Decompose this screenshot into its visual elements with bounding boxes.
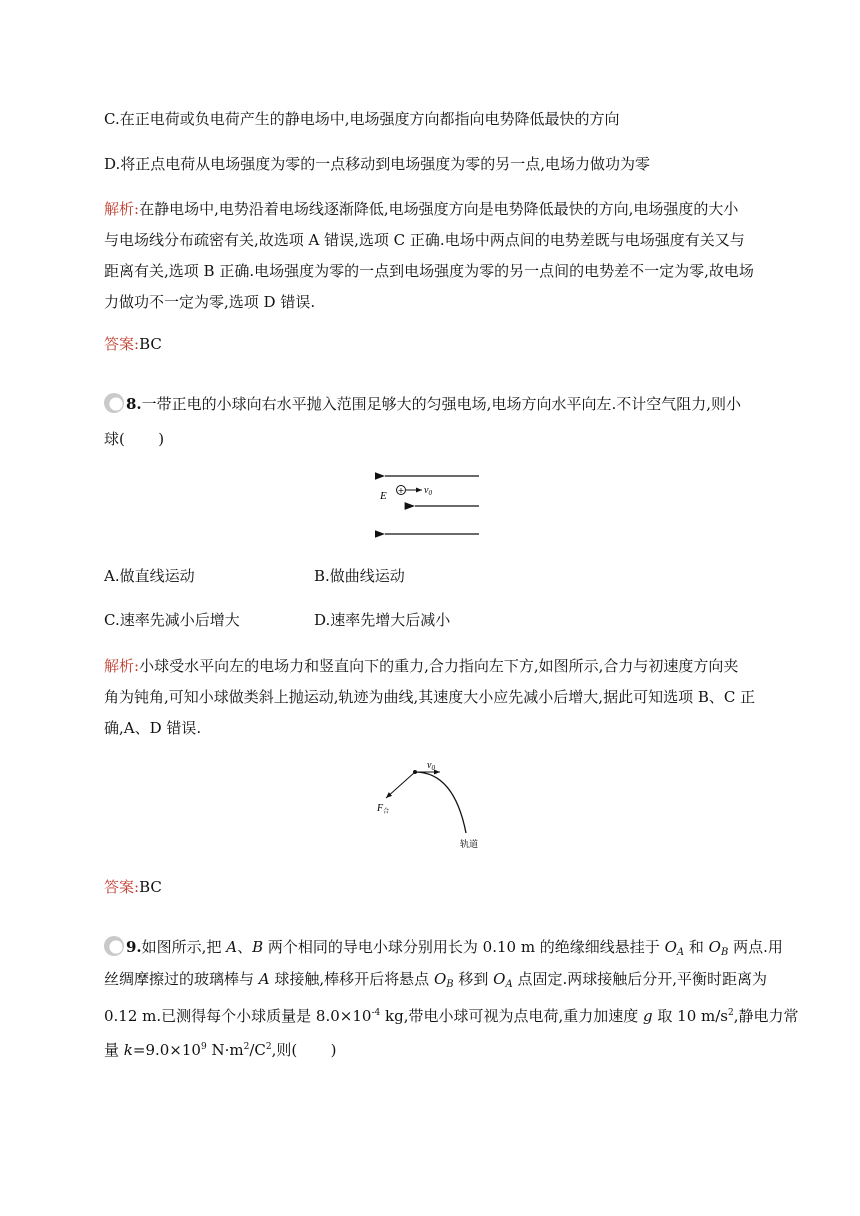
net-force-label: $F_合$ xyxy=(377,803,390,815)
q9-stem-line-4: 量 $k=9.0\times 10^9$ $N\cdot m^2/C^2$,则( ) xyxy=(104,1041,337,1059)
q9-stem-line-3: 0.12 m.已测得每个小球质量是 $8.0\times 10^{-4}$ kg,带电小球可视为点电荷,重力加速度 g 取 10 $m/s^2$,静电力常 xyxy=(104,1007,799,1025)
q9-number: 9. xyxy=(126,938,142,956)
velocity-label: $v_0$ xyxy=(424,485,432,497)
q7-answer-value: BC xyxy=(139,335,162,353)
q8-stem-line-1: 8.一带正电的小球向右水平抛入范围足够大的匀强电场,电场方向水平向左.不计空气阻力,则小 xyxy=(104,393,764,413)
q9-stem-line-2: 丝绸摩擦过的玻璃棒与 A 球接触,棒移开后将悬点 $O_B$ 移到 $O_A$ 点固定.两球接触后分开,平衡时距离为 xyxy=(104,970,768,990)
q7-analysis-line-2: 与电场线分布疏密有关,故选项 A 错误,选项 C 正确.电场中两点间的电势差既与电场强度有关又与 xyxy=(104,231,745,249)
q8-number: 8. xyxy=(126,395,142,413)
q8-stem-line-2: 球( ) xyxy=(104,430,165,448)
q7-answer-label: 答案: xyxy=(104,335,140,353)
q7-answer xyxy=(104,335,764,353)
q8-field-figure xyxy=(375,468,485,540)
q9-stem-line-1: 9.如图所示,把 A、B 两个相同的导电小球分别用长为 0.10 m 的绝缘细线悬挂于 $O_A$ 和 $O_B$ 两点.用 xyxy=(104,936,764,962)
q8-answer-value: BC xyxy=(139,878,162,896)
net-force-arrow xyxy=(386,772,415,798)
q8-analysis-line-2: 角为钝角,可知小球做类斜上抛运动,轨迹为曲线,其速度大小应先减小后增大,据此可知选项 B、C 正 xyxy=(104,688,756,706)
q8-analysis-line-1: 解析:小球受水平向左的电场力和竖直向下的重力,合力指向左下方,如图所示,合力与初速度方向夹 xyxy=(104,657,739,675)
charge-symbol: + xyxy=(397,486,405,495)
q7-analysis-line-1: 解析:在静电场中,电势沿着电场线逐渐降低,电场强度方向是电势降低最快的方向,电场强度的大小 xyxy=(104,200,739,218)
q8-answer xyxy=(104,878,764,896)
q7-option-d: D.将正点电荷从电场强度为零的一点移动到电场强度为零的另一点,电场力做功为零 xyxy=(104,155,651,173)
q8-option-c: C.速率先减小后增大 xyxy=(104,611,240,629)
q7-analysis-label: 解析: xyxy=(104,200,140,218)
trajectory-curve xyxy=(415,772,466,833)
q8-option-b: B.做曲线运动 xyxy=(314,567,405,585)
q8-option-d: D.速率先增大后减小 xyxy=(314,611,451,629)
q8-trajectory-figure xyxy=(370,758,495,854)
q7-option-c: C.在正电荷或负电荷产生的静电场中,电场强度方向都指向电势降低最快的方向 xyxy=(104,110,620,128)
question-marker-icon xyxy=(104,393,124,413)
q8-analysis-label: 解析: xyxy=(104,657,140,675)
trajectory-label: 轨道 xyxy=(460,840,479,850)
q7-analysis-line-3: 距离有关,选项 B 正确.电场强度为零的一点到电场强度为零的另一点间的电势差不一定为零,故电场 xyxy=(104,262,754,280)
q8-analysis-line-3: 确,A、D 错误. xyxy=(104,719,202,737)
q8-answer-label: 答案: xyxy=(104,878,140,896)
field-label-e: E xyxy=(380,490,387,502)
q8-option-a: A.做直线运动 xyxy=(104,567,195,585)
question-marker-icon xyxy=(104,936,124,956)
initial-velocity-label: $v_0$ xyxy=(427,760,435,772)
q7-analysis-line-4: 力做功不一定为零,选项 D 错误. xyxy=(104,293,316,311)
